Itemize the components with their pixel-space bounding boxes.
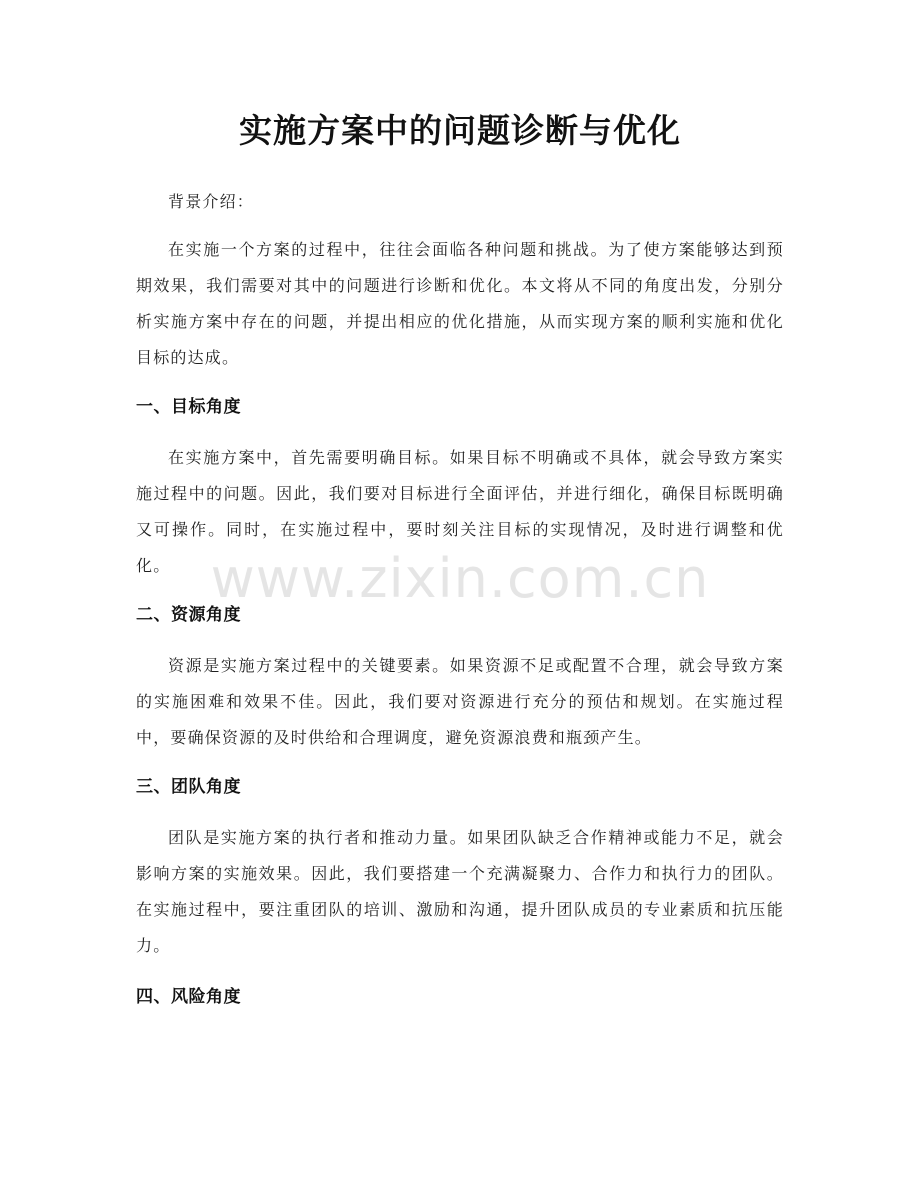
watermark-text: www.zixin.com.cn [210,547,710,610]
section-heading-resources: 二、资源角度 [136,605,241,625]
section-heading-risk: 四、风险角度 [136,987,241,1007]
section-heading-goal: 一、目标角度 [136,397,241,417]
section-paragraph-goal: 在实施方案中，首先需要明确目标。如果目标不明确或不具体，就会导致方案实施过程中的问题。因此，我们要对目标进行全面评估，并进行细化，确保目标既明确又可操作。同时，在实施过程中，要时刻关注目标的实现情况，及时进行调整和优化。 [136,448,784,575]
document-title: 实施方案中的问题诊断与优化 [239,111,681,150]
intro-label: 背景介绍： [168,192,255,211]
intro-paragraph: 在实施一个方案的过程中，往往会面临各种问题和挑战。为了使方案能够达到预期效果，我们需要对其中的问题进行诊断和优化。本文将从不同的角度出发，分别分析实施方案中存在的问题，并提出相应的优化措施，从而实现方案的顺利实施和优化目标的达成。 [136,240,784,367]
section-heading-team: 三、团队角度 [136,777,241,797]
section-paragraph-team: 团队是实施方案的执行者和推动力量。如果团队缺乏合作精神或能力不足，就会影响方案的实施效果。因此，我们要搭建一个充满凝聚力、合作力和执行力的团队。在实施过程中，要注重团队的培训、激励和沟通，提升团队成员的专业素质和抗压能力。 [136,828,784,955]
section-paragraph-resources: 资源是实施方案过程中的关键要素。如果资源不足或配置不合理，就会导致方案的实施困难和效果不佳。因此，我们要对资源进行充分的预估和规划。在实施过程中，要确保资源的及时供给和合理调度，避免资源浪费和瓶颈产生。 [136,656,784,747]
